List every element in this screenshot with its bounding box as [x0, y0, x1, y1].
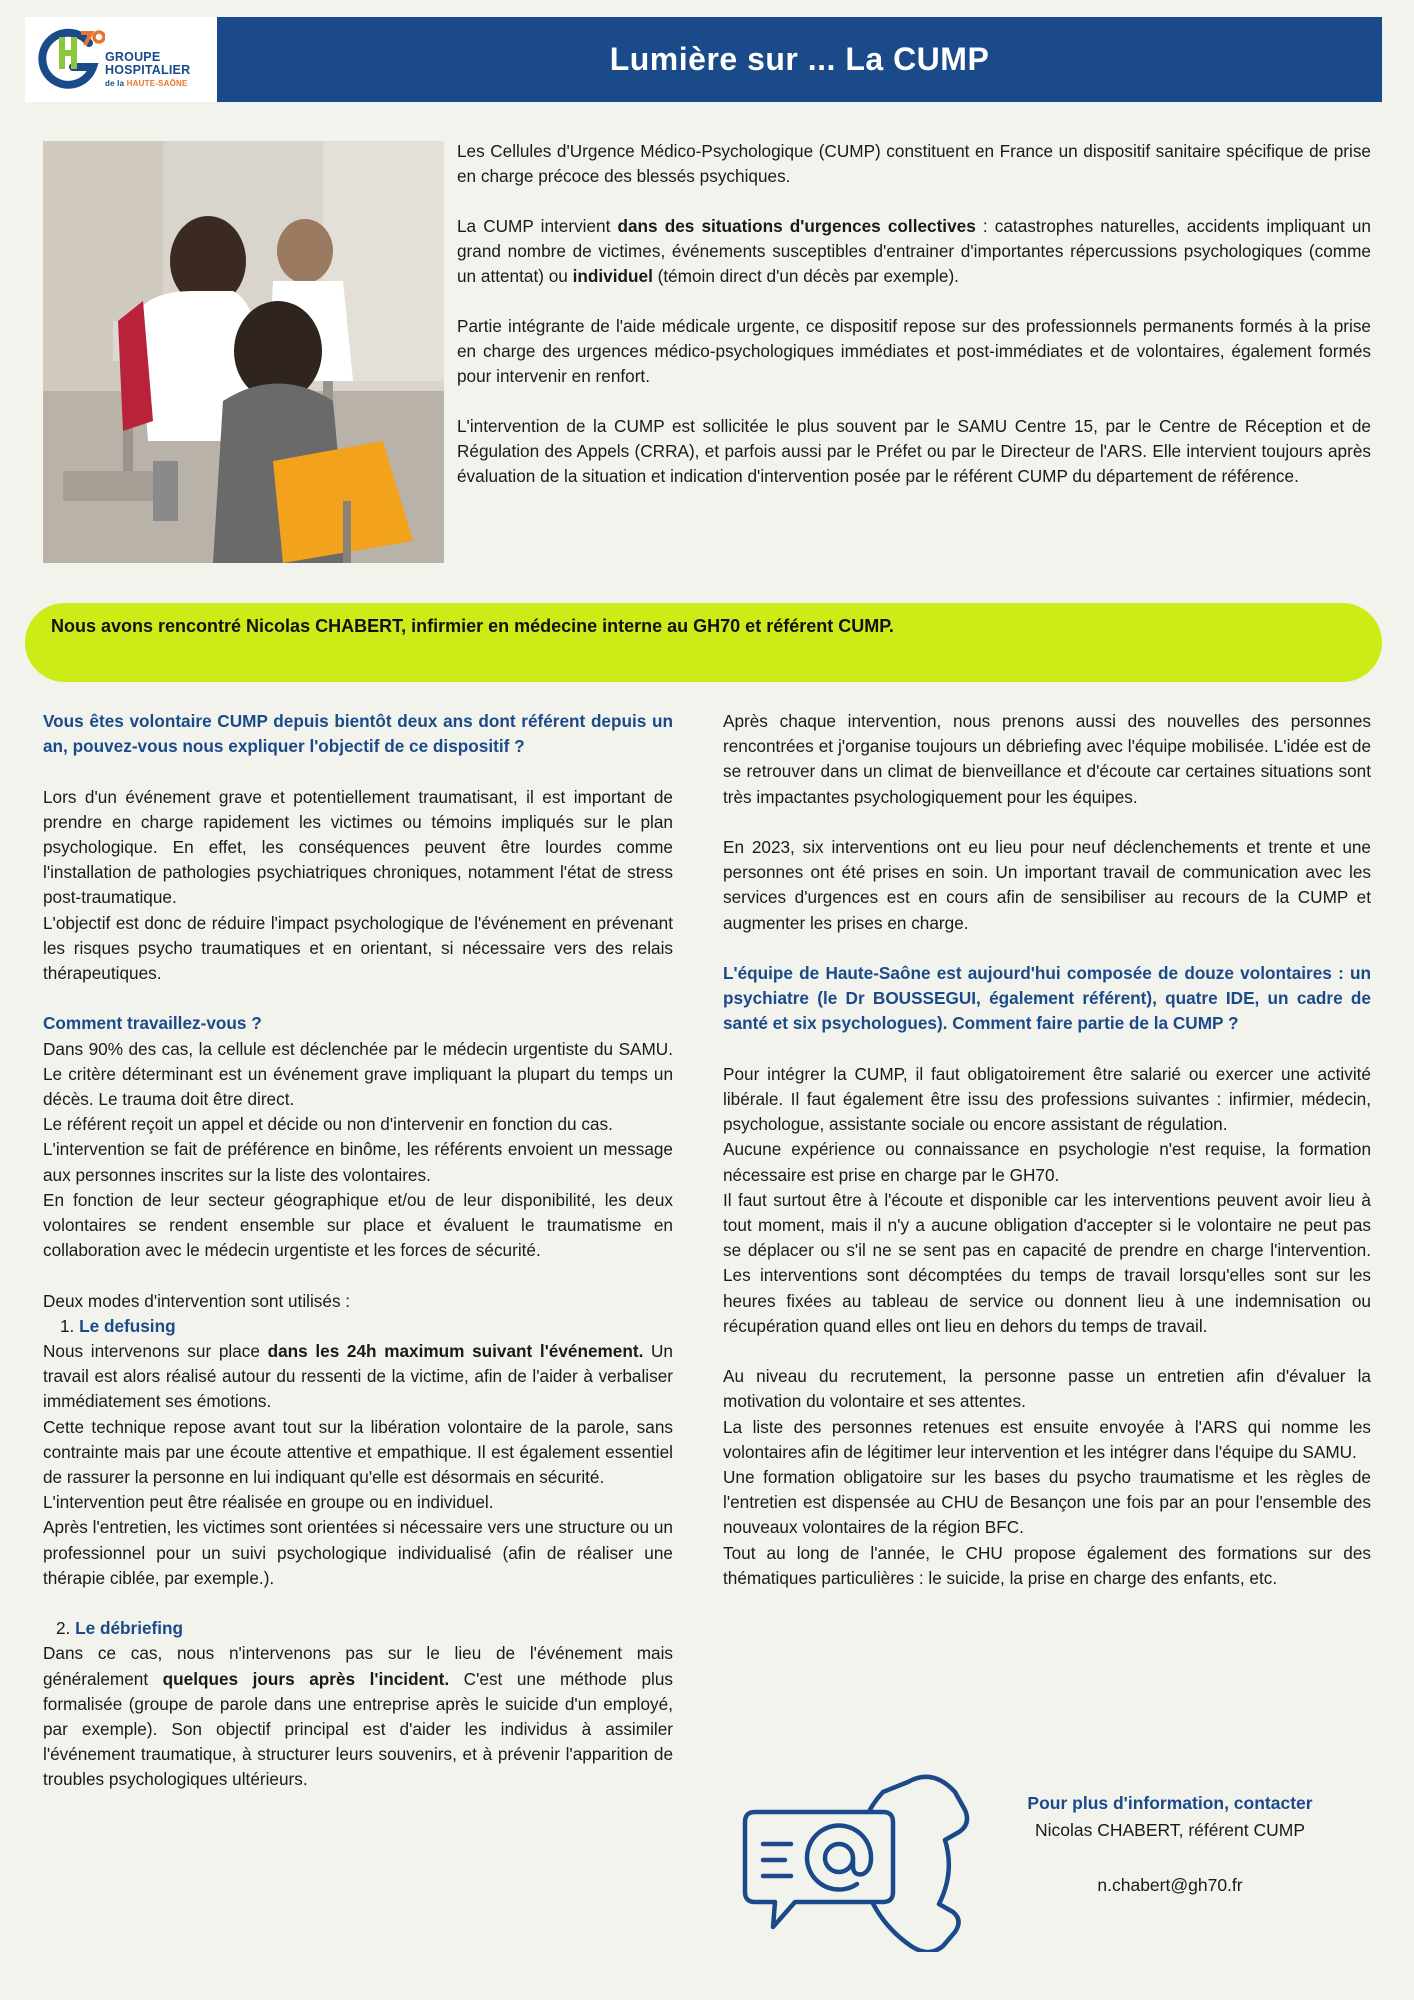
page-title: Lumière sur ... La CUMP	[609, 41, 990, 77]
intro-text	[457, 139, 1371, 514]
left-column	[43, 709, 673, 1793]
answer-3-paragraph-6: Une formation obligatoire sur les bases du psycho traumatisme et les règles de l'entretien est dispensée au CHU de Besançon une fois par an pour l'ensemble des nouveaux volontaires de la région BFC.	[723, 1467, 1371, 1538]
contact-email[interactable]: n.chabert@gh70.fr	[1097, 1875, 1243, 1895]
question-1: Vous êtes volontaire CUMP depuis bientôt deux ans dont référent depuis un an, pouvez-vous nous expliquer l'objectif de ce dispositif ?	[43, 711, 673, 757]
email-phone-chat-icon	[733, 1762, 983, 1957]
mode-1-paragraph-2: Cette technique repose avant tout sur la libération volontaire de la parole, sans contrainte mais par une écoute attentive et empathique. Il est également essentiel de rassurer la personne en lui indiquant qu'elle est désormais en sécurité.	[43, 1416, 673, 1488]
answer-2-paragraph-4: En fonction de leur secteur géographique et/ou de leur disponibilité, les deux volontaires se rendent ensemble sur place et évaluent le traumatisme en collaboration avec le médecin urgentiste et les forces de sécurité.	[43, 1189, 673, 1261]
mode-1-paragraph-1: Nous intervenons sur place dans les 24h maximum suivant l'événement. Un travail est alors réalisé autour du ressenti de la victime, afin de l'aider à verbaliser immédiatement ses émotions.	[43, 1341, 673, 1412]
mode-2-paragraph-1: Dans ce cas, nous n'intervenons pas sur le lieu de l'événement mais généralement quelques jours après l'incident. C'est une méthode plus formalisée (groupe de parole dans une entreprise après le suicide d'un employé, par exemple). Son objectif principal est d'aider les individus à assimiler l'événement traumatique, à structurer leurs souvenirs, et à prévenir l'apparition de troubles psychologiques ultérieurs.	[43, 1643, 673, 1790]
answer-1-paragraph-1: Lors d'un événement grave et potentiellement traumatisant, il est important de prendre en charge rapidement les victimes ou témoins impliqués sur le plan psychologique. En effet, les conséquences peuvent être lourdes comme l'installation de pathologies psychiatriques chroniques, notamment l'état de stress post-traumatique.	[43, 786, 673, 908]
mode-1-paragraph-3: L'intervention peut être réalisée en groupe ou en individuel.	[43, 1492, 494, 1513]
answer-1-paragraph-2: L'objectif est donc de réduire l'impact psychologique de l'événement en prévenant les risques psycho traumatiques et en orientant, si nécessaire vers des relais thérapeutiques.	[43, 912, 673, 984]
modes-intro: Deux modes d'intervention sont utilisés :	[43, 1290, 351, 1311]
logo-text	[105, 51, 190, 90]
question-3: L'équipe de Haute-Saône est aujourd'hui composée de douze volontaires : un psychiatre (le Dr BOUSSEGUI, également référent), quatre IDE, un cadre de santé et six psychologues). Comment faire partie de la CUMP ?	[723, 963, 1371, 1034]
answer-3-paragraph-3: Il faut surtout être à l'écoute et disponible car les interventions peuvent avoir lieu à tout moment, mais il n'y a aucune obligation d'accepter si le volontaire ne peut pas se déplacer ou s'il ne se sent pas en capacité de prendre en charge l'intervention. Les interventions sont décomptées du temps de travail lorsqu'elles sont sur les heures fixées au tableau de service ou donnent lieu à une indemnisation ou récupération quand elles ont lieu en dehors du temps de travail.	[723, 1189, 1371, 1336]
right-column	[723, 709, 1371, 1591]
contact-block	[990, 1790, 1350, 1899]
intro-paragraph-2: La CUMP intervient dans des situations d'urgences collectives : catastrophes naturelles, accidents impliquant un grand nombre de victimes, événements susceptibles d'entrainer d'importantes répercussions psychologiques (comme un attentat) ou individuel (témoin direct d'un décès par exemple).	[457, 216, 1371, 286]
hospital-logo	[25, 17, 217, 102]
mode-2-heading: 2. Le débriefing	[56, 1618, 184, 1639]
logo-line-1: GROUPE	[105, 50, 161, 64]
contact-heading: Pour plus d'information, contacter	[1027, 1793, 1313, 1813]
right-paragraph-2: En 2023, six interventions ont eu lieu pour neuf déclenchements et trente et une personnes ont été prises en soin. Un important travail de communication avec les services d'urgences est en cours afin de sensibiliser au recours de la CUMP et augmenter les prises en charge.	[723, 837, 1371, 933]
interview-photo	[43, 141, 444, 563]
banner-text: Nous avons rencontré Nicolas CHABERT, infirmier en médecine interne au GH70 et référent CUMP.	[51, 616, 894, 636]
logo-line-3: de la HAUTE-SAÔNE	[105, 79, 188, 88]
intro-paragraph-4: L'intervention de la CUMP est sollicitée le plus souvent par le SAMU Centre 15, par le Centre de Réception et de Régulation des Appels (CRRA), et parfois aussi par le Préfet ou par le Directeur de l'ARS. Elle intervient toujours après évaluation de la situation et indication d'intervention posée par le référent CUMP du département de référence.	[457, 416, 1371, 486]
intro-paragraph-3: Partie intégrante de l'aide médicale urgente, ce dispositif repose sur des professionnels permanents formés à la prise en charge des urgences médico-psychologiques immédiates et post-immédiates et de volontaires, également formés pour intervenir en renfort.	[457, 316, 1371, 386]
mode-1-paragraph-4: Après l'entretien, les victimes sont orientées si nécessaire vers une structure ou un professionnel pour un suivi psychologique individualisé (afin de réaliser une thérapie ciblée, par exemple.).	[43, 1517, 673, 1588]
intro-paragraph-1: Les Cellules d'Urgence Médico-Psychologique (CUMP) constituent en France un dispositif sanitaire spécifique de prise en charge précoce des blessés psychiques.	[457, 141, 1371, 186]
answer-2-paragraph-1: Dans 90% des cas, la cellule est déclenchée par le médecin urgentiste du SAMU. Le critère déterminant est un événement grave impliquant la plupart du temps un décès. Le trauma doit être direct.	[43, 1038, 673, 1110]
interview-banner	[25, 603, 1382, 682]
answer-3-paragraph-5: La liste des personnes retenues est ensuite envoyée à l'ARS qui nomme les volontaires afin de légitimer leur intervention et les intégrer dans l'équipe du SAMU.	[723, 1416, 1371, 1462]
answer-2-paragraph-2: Le référent reçoit un appel et décide ou non d'intervenir en fonction du cas.	[43, 1114, 613, 1135]
contact-name: Nicolas CHABERT, référent CUMP	[1034, 1820, 1306, 1840]
photo-illustration	[43, 141, 444, 563]
page-header	[25, 17, 1382, 102]
answer-3-paragraph-1: Pour intégrer la CUMP, il faut obligatoirement être salarié ou exercer une activité libérale. Il faut également être issu des professions suivantes : infirmier, médecin, psychologue, assistante sociale ou encore assistant de régulation.	[723, 1063, 1371, 1135]
question-2: Comment travaillez-vous ?	[43, 1013, 262, 1034]
answer-3-paragraph-7: Tout au long de l'année, le CHU propose également des formations sur des thématiques particulières : le suicide, la prise en charge des enfants, etc.	[723, 1542, 1371, 1588]
right-paragraph-1: Après chaque intervention, nous prenons aussi des nouvelles des personnes rencontrées et j'organise toujours un débriefing avec l'équipe mobilisée. L'idée est de se retrouver dans un climat de bienveillance et d'écoute car certaines situations sont très impactantes psychologiquement pour les équipes.	[723, 711, 1371, 807]
answer-3-paragraph-4: Au niveau du recrutement, la personne passe un entretien afin d'évaluer la motivation du volontaire et ses attentes.	[723, 1366, 1371, 1412]
answer-2-paragraph-3: L'intervention se fait de préférence en binôme, les référents envoient un message aux personnes inscrites sur la liste des volontaires.	[43, 1139, 673, 1185]
gh70-logo-icon	[33, 23, 105, 95]
mode-1-heading: 1. Le defusing	[60, 1315, 176, 1336]
logo-line-2: HOSPITALIER	[105, 63, 191, 77]
answer-3-paragraph-2: Aucune expérience ou connaissance en psychologie n'est requise, la formation nécessaire est prise en charge par le GH70.	[723, 1139, 1371, 1185]
